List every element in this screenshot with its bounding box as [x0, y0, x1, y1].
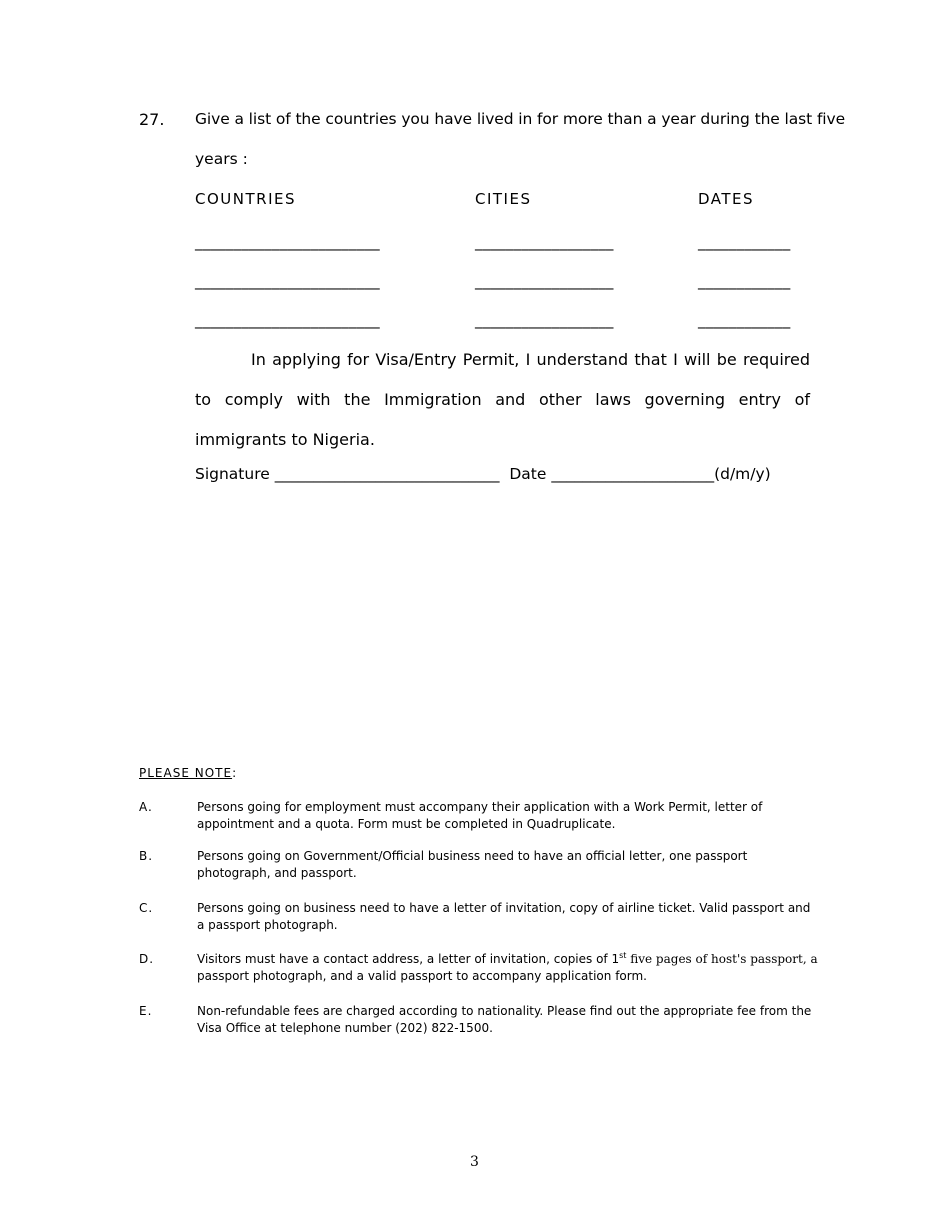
note-letter: E.: [139, 1004, 153, 1018]
note-letter: C.: [139, 901, 154, 915]
declaration-statement: [195, 340, 810, 460]
header-cities: CITIES: [475, 190, 532, 208]
city-field-2[interactable]: __________________: [475, 272, 614, 290]
header-countries: COUNTRIES: [195, 190, 296, 208]
page-number: 3: [470, 1154, 479, 1170]
header-dates: DATES: [698, 190, 755, 208]
note-letter: B.: [139, 849, 154, 863]
date-field-1[interactable]: ____________: [698, 233, 791, 251]
note-text: Persons going on Government/Official business need to have an official letter, one passport photograph, and passport.: [197, 849, 748, 880]
city-field-3[interactable]: __________________: [475, 311, 614, 329]
note-text: Visitors must have a contact address, a letter of invitation, copies of 1st five pages of host's passport, a passport photograph, and a valid passport to accompany application form.: [197, 951, 818, 983]
country-field-1[interactable]: ________________________: [195, 233, 380, 251]
note-text: Persons going for employment must accompany their application with a Work Permit, letter of appointment and a quota. Form must be completed in Quadruplicate.: [197, 800, 763, 831]
note-item: [139, 848, 819, 882]
question-number: 27.: [139, 110, 165, 129]
note-item: [139, 951, 819, 985]
date-field-3[interactable]: ____________: [698, 311, 791, 329]
country-field-2[interactable]: ________________________: [195, 272, 380, 290]
question-text: Give a list of the countries you have lived in for more than a year during the last five: [195, 110, 846, 128]
declaration-text: In applying for Visa/Entry Permit, I understand that I will be required to comply with the Immigration and other laws governing entry of immigrants to Nigeria.: [195, 350, 810, 449]
country-field-3[interactable]: ________________________: [195, 311, 380, 329]
note-text: Persons going on business need to have a letter of invitation, copy of airline ticket. Valid passport and a passport photograph.: [197, 901, 811, 932]
note-item: [139, 1003, 819, 1037]
note-letter: A.: [139, 800, 153, 814]
note-item: [139, 799, 819, 833]
signature-label: Signature: [195, 465, 270, 483]
note-letter: D.: [139, 952, 155, 966]
notes-title: PLEASE NOTE:: [139, 766, 238, 780]
signature-field[interactable]: _____________________________: [274, 465, 500, 483]
signature-line: [195, 465, 771, 483]
question-text-continued: years :: [195, 150, 248, 168]
note-item: [139, 900, 819, 934]
date-format: (d/m/y): [714, 465, 771, 483]
city-field-1[interactable]: __________________: [475, 233, 614, 251]
note-text: Non-refundable fees are charged according to nationality. Please find out the appropriate fee from the Visa Office at telephone number (202) 822-1500.: [197, 1004, 812, 1035]
date-label: Date: [509, 465, 547, 483]
date-field-2[interactable]: ____________: [698, 272, 791, 290]
signature-date-field[interactable]: _____________________: [551, 465, 715, 483]
